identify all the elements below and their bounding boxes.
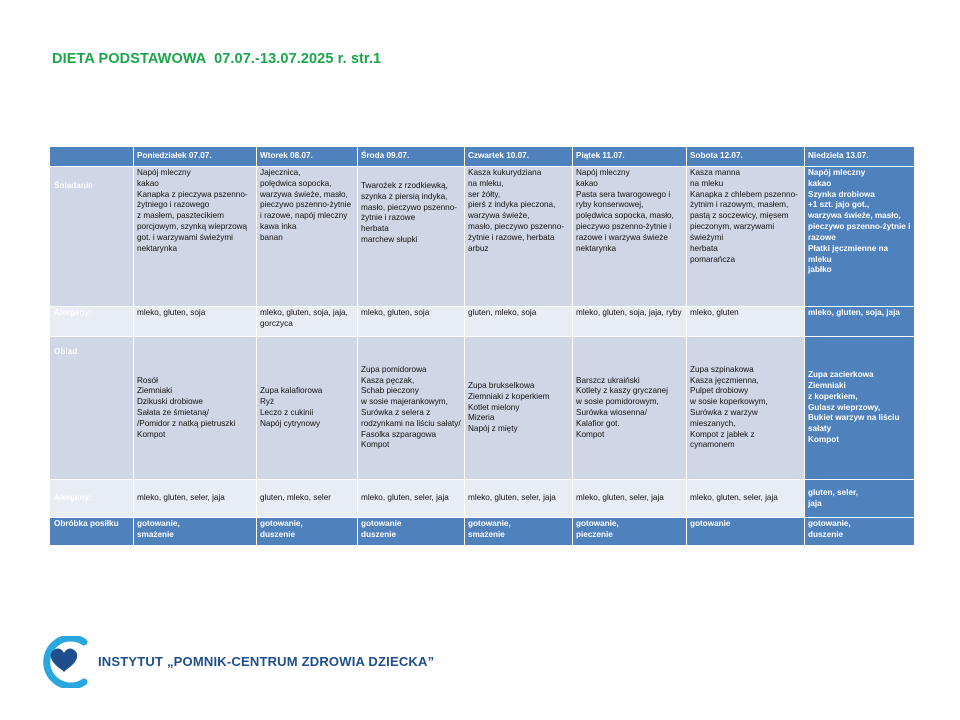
row-label: Obiad xyxy=(50,337,134,480)
meal-cell: Napój mleczny kakao Szynka drobiowa +1 szt. jajo got., warzywa świeże, masło, pieczywo pszenno-żytnie i razowe Płatki jęczmienne na mleku jabłko xyxy=(805,167,915,307)
header-row xyxy=(50,147,915,167)
processing-row xyxy=(50,518,915,546)
breakfast-row xyxy=(50,167,915,307)
row-label: Obróbka posiłku xyxy=(50,518,134,546)
meal-cell: Zupa kalafiorowa Ryż Leczo z cukinii Napój cytrynowy xyxy=(257,337,358,480)
row-label: Alergeny: xyxy=(50,480,134,518)
day-header: Piątek 11.07. xyxy=(573,147,687,167)
allergen-cell: mleko, gluten, soja xyxy=(358,307,465,337)
processing-cell: gotowanie, smażenie xyxy=(465,518,573,546)
meal-cell: Napój mleczny kakao Pasta sera twarogowego i ryby konserwowej, polędwica sopocka, masło, pieczywo pszenno-żytnie i razowe i warzywa świeże nektarynka xyxy=(573,167,687,307)
meal-cell: Zupa szpinakowa Kasza jęczmienna, Pulpet drobiowy w sosie koperkowym, Surówka z warzyw mieszanych, Kompot z jabłek z cynamonem xyxy=(687,337,805,480)
lunch-row xyxy=(50,337,915,480)
processing-cell: gotowanie duszenie xyxy=(358,518,465,546)
allergen-cell: mleko, gluten, seler, jaja xyxy=(358,480,465,518)
allergens-row xyxy=(50,307,915,337)
allergen-cell: mleko, gluten, soja xyxy=(134,307,257,337)
allergen-cell: mleko, gluten, soja, jaja xyxy=(805,307,915,337)
day-header: Niedziela 13.07. xyxy=(805,147,915,167)
page-title: DIETA PODSTAWOWA 07.07.-13.07.2025 r. str.1 xyxy=(52,51,382,67)
processing-cell: gotowanie, duszenie xyxy=(805,518,915,546)
meal-cell: Zupa zacierkowa Ziemniaki z koperkiem, Gulasz wieprzowy, Bukiet warzyw na liściu sałaty Kompot xyxy=(805,337,915,480)
meal-cell: Kasza manna na mleku Kanapka z chlebem pszenno-żytnim i razowym, masłem, pastą z soczewicy, mięsem pieczonym, warzywami świeżymi herbata pomarańcza xyxy=(687,167,805,307)
allergen-cell: mleko, gluten, soja, jaja, gorczyca xyxy=(257,307,358,337)
meal-cell: Kasza kukurydziana na mleku, ser żółty, pierś z indyka pieczona, warzywa świeże, masło, pieczywo pszenno-żytnie i razowe, herbata arbuz xyxy=(465,167,573,307)
allergen-cell: mleko, gluten, seler, jaja xyxy=(134,480,257,518)
allergen-cell: gluten, mleko, seler xyxy=(257,480,358,518)
processing-cell: gotowanie, duszenie xyxy=(257,518,358,546)
day-header: Czwartek 10.07. xyxy=(465,147,573,167)
row-label: Alergeny: xyxy=(50,307,134,337)
allergen-cell: mleko, gluten, seler, jaja xyxy=(573,480,687,518)
meal-cell: Twarożek z rzodkiewką, szynka z piersią indyka, masło, pieczywo pszenno-żytnie i razowe herbata marchew słupki xyxy=(358,167,465,307)
institute-name: INSTYTUT „POMNIK-CENTRUM ZDROWIA DZIECKA” xyxy=(98,654,435,669)
allergen-cell: mleko, gluten, soja, jaja, ryby xyxy=(573,307,687,337)
day-header: Poniedziałek 07.07. xyxy=(134,147,257,167)
allergen-cell: mleko, gluten, seler, jaja xyxy=(465,480,573,518)
processing-cell: gotowanie xyxy=(687,518,805,546)
meal-cell: Barszcz ukraiński Kotlety z kaszy gryczanej w sosie pomidorowym, Surówka wiosenna/ Kalafior got. Kompot xyxy=(573,337,687,480)
meal-cell: Zupa pomidorowa Kasza pęczak, Schab pieczony w sosie majerankowym, Surówka z selera z rodzynkami na liściu sałaty/ Fasolka szparagowa Kompot xyxy=(358,337,465,480)
day-header: Środa 09.07. xyxy=(358,147,465,167)
meal-cell: Jajecznica, polędwica sopocka, warzywa świeże, masło, pieczywo pszenno-żytnie i razowe, napój mleczny kawa inka banan xyxy=(257,167,358,307)
allergen-cell: gluten, seler, jaja xyxy=(805,480,915,518)
menu-table xyxy=(49,146,915,546)
processing-cell: gotowanie, smażenie xyxy=(134,518,257,546)
row-label: Śniadanie xyxy=(50,167,134,307)
day-header: Sobota 12.07. xyxy=(687,147,805,167)
meal-cell: Rosół Ziemniaki Dziku​ski drobiowe Sałata ze śmietaną/ /Pomidor z natką pietruszki Kompot xyxy=(134,337,257,480)
allergens-row xyxy=(50,480,915,518)
day-header: Wtorek 08.07. xyxy=(257,147,358,167)
allergen-cell: mleko, gluten xyxy=(687,307,805,337)
allergen-cell: mleko, gluten, seler, jaja xyxy=(687,480,805,518)
corner-cell xyxy=(50,147,134,167)
processing-cell: gotowanie, pieczenie xyxy=(573,518,687,546)
meal-cell: Napój mleczny kakao Kanapka z pieczywa pszenno-żytniego i razowego z masłem, pasztecikiem porcjowym, szynką wieprzową got. i warzywami świeżymi nektarynka xyxy=(134,167,257,307)
meal-cell: Zupa brukselkowa Ziemniaki z koperkiem Kotlet mielony Mizeria Napój z mięty xyxy=(465,337,573,480)
allergen-cell: gluten, mleko, soja xyxy=(465,307,573,337)
